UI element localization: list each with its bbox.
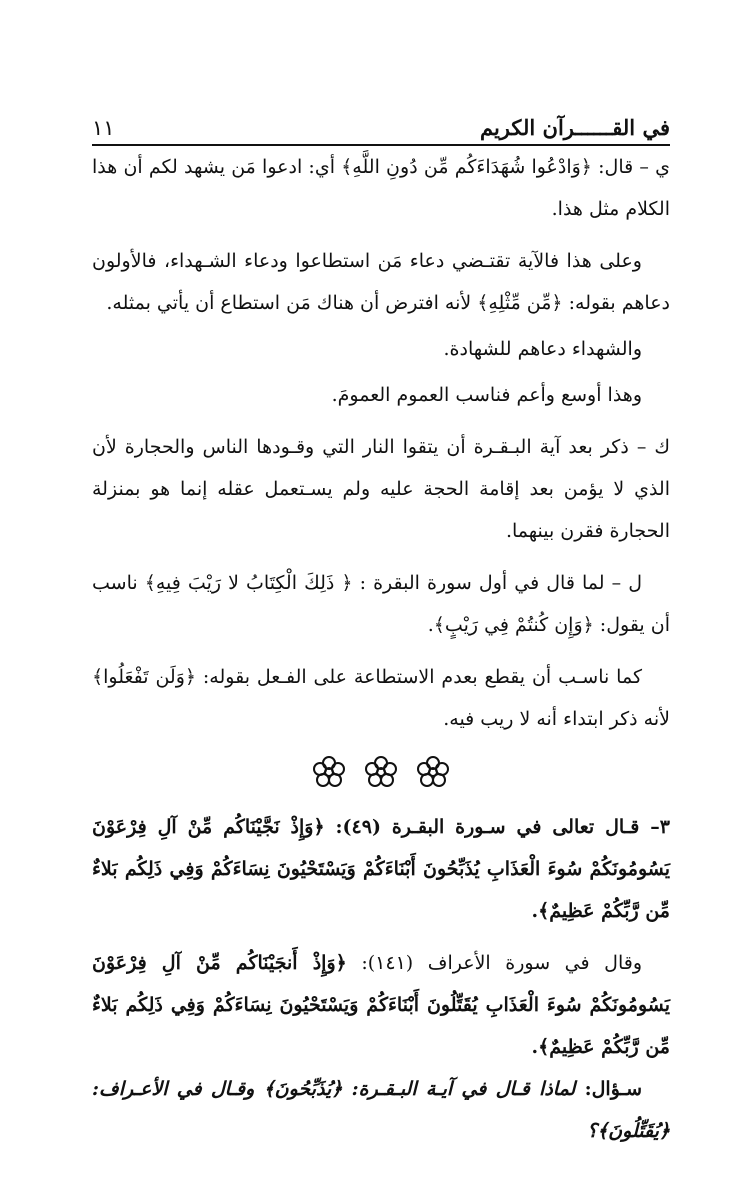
question-label: سـؤال: [584, 1078, 642, 1100]
paragraph-lam: ل – لما قال في أول سورة البقرة : ﴿ ذَلِكَ الْكِتَابُ لا رَيْبَ فِيهِ﴾ ناسب أن يقول: ﴿وَإِن كُنتُمْ فِي رَيْبٍ﴾. [92, 572, 670, 636]
section-divider [92, 754, 670, 790]
question-text: لماذا قـال في آيـة البـقـرة: ﴿يُذَبِّحُونَ﴾ وقـال في الأعـراف: ﴿يُقَتِّلُونَ﴾؟ [92, 1078, 670, 1142]
flower-ornament-icon [311, 754, 347, 790]
verse-baqara-49: ﴿وَإِذْ نَجَّيْنَاكُم مِّنْ آلِ فِرْعَوْنَ يَسُومُونَكُمْ سُوءَ الْعَذَابِ يُذَبِّحُونَ أَبْنَاءَكُمْ وَيَسْتَحْيُونَ نِسَاءَكُمْ وَفِي ذَلِكُم بَلاءٌ مِّن رَّبِّكُمْ عَظِيمٌ﴾. [92, 816, 670, 922]
running-title: في القــــــرآن الكريم [479, 115, 670, 140]
page-body [92, 146, 670, 1152]
verse-araf-141: ﴿وَإِذْ أَنجَيْنَاكُم مِّنْ آلِ فِرْعَوْنَ يَسُومُونَكُمْ سُوءَ الْعَذَابِ يُقَتِّلُونَ أَبْنَاءَكُمْ وَيَسْتَحْيُونَ نِسَاءَكُمْ وَفِي ذَلِكُم بَلاءٌ مِّن رَّبِّكُمْ عَظِيمٌ﴾. [92, 952, 670, 1058]
page-header [92, 108, 670, 146]
question-paragraph [92, 1068, 670, 1152]
araf-intro: وقال في سورة الأعراف (١٤١): [346, 952, 643, 974]
paragraph-witnesses: والشهداء دعاهم للشهادة. [443, 338, 642, 360]
paragraph-kaf: ك – ذكر بعد آية البـقـرة أن يتقوا النار التي وقـودها الناس والحجارة لأن الذي لا يؤمن بعد إقامة الحجة عليه ولم يسـتعمل عقله إنما هو بمنزلة الحجارة فقرن بينهما. [92, 436, 670, 542]
section-3-intro: ٣– قـال تعالى في سـورة البقـرة (٤٩): [324, 816, 670, 838]
flower-ornament-icon [415, 754, 451, 790]
paragraph-interpretation: وعلى هذا فالآية تقتـضي دعاء مَن استطاعوا ودعاء الشـهداء، فالأولون دعاهم بقوله: ﴿مِّن مِّثْلِهِ﴾ لأنه افترض أن هناك مَن استطاع أن يأتي بمثله. [92, 250, 670, 314]
section-3-baqara [92, 806, 670, 932]
flower-ornament-icon [363, 754, 399, 790]
section-3-araf [92, 942, 670, 1068]
paragraph-generality: وهذا أوسع وأعم فناسب العموم العمومَ. [331, 384, 642, 406]
paragraph-inability: كما ناسـب أن يقطع بعدم الاستطاعة على الفـعل بقوله: ﴿وَلَن تَفْعَلُوا﴾ لأنه ذكر ابتداء أنه لا ريب فيه. [92, 666, 670, 730]
page-number: ١١ [92, 116, 115, 140]
paragraph-ya: ي – قال: ﴿وَادْعُوا شُهَدَاءَكُم مِّن دُونِ اللَّهِ﴾ أي: ادعوا مَن يشهد لكم أن هذا الكلام مثل هذا. [92, 156, 670, 220]
